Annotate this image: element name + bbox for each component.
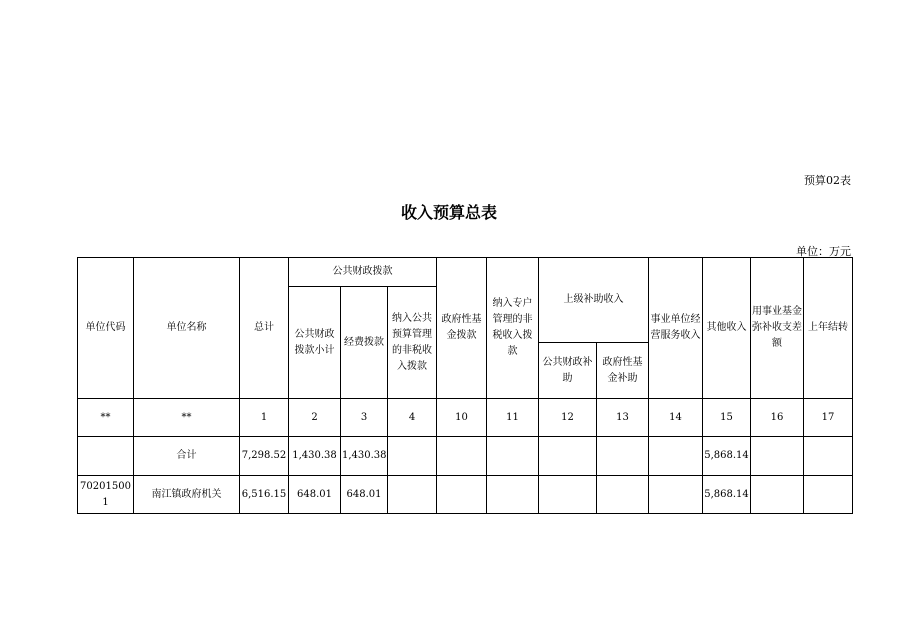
- table-row: [78, 437, 853, 476]
- header-pf-subtotal: 公共财政拨款小计: [289, 287, 341, 399]
- index-cell: 11: [487, 399, 539, 437]
- header-unit-code: 单位代码: [78, 258, 134, 399]
- row-special-nontax: [487, 476, 539, 514]
- header-business-income: 事业单位经营服务收入: [649, 258, 703, 399]
- page-code: 预算02表: [804, 174, 851, 187]
- header-gov-fund: 政府性基金拨款: [437, 258, 487, 399]
- row-code: 702015001: [78, 476, 134, 514]
- row-other-income: 5,868.14: [703, 437, 751, 476]
- index-cell: 15: [703, 399, 751, 437]
- row-business-income: [649, 476, 703, 514]
- index-cell: 12: [539, 399, 597, 437]
- index-cell: 1: [240, 399, 289, 437]
- row-name: 南江镇政府机关: [134, 476, 240, 514]
- row-pf-subtotal: 1,430.38: [289, 437, 341, 476]
- header-sup-public: 公共财政补助: [539, 343, 597, 399]
- header-sup-gov-fund: 政府性基金补助: [597, 343, 649, 399]
- header-total: 总计: [240, 258, 289, 399]
- row-pf-subtotal: 648.01: [289, 476, 341, 514]
- row-pf-operating: 1,430.38: [341, 437, 388, 476]
- row-special-nontax: [487, 437, 539, 476]
- row-pf-operating: 648.01: [341, 476, 388, 514]
- header-unit-name: 单位名称: [134, 258, 240, 399]
- header-carryover: 上年结转: [804, 258, 853, 399]
- index-cell: 4: [388, 399, 437, 437]
- page-title: 收入预算总表: [400, 203, 497, 222]
- row-sup-gov-fund: [597, 437, 649, 476]
- index-cell: 14: [649, 399, 703, 437]
- header-fund-cover: 用事业基金弥补收支差额: [751, 258, 804, 399]
- row-code: [78, 437, 134, 476]
- income-budget-table: [77, 257, 853, 514]
- row-pf-nontax: [388, 437, 437, 476]
- row-gov-fund: [437, 437, 487, 476]
- index-cell: 2: [289, 399, 341, 437]
- row-carryover: [804, 476, 853, 514]
- row-gov-fund: [437, 476, 487, 514]
- header-special-nontax: 纳入专户管理的非税收入拨款: [487, 258, 539, 399]
- row-pf-nontax: [388, 476, 437, 514]
- row-name: 合计: [134, 437, 240, 476]
- row-sup-gov-fund: [597, 476, 649, 514]
- index-cell: 10: [437, 399, 487, 437]
- row-business-income: [649, 437, 703, 476]
- index-row: [78, 399, 853, 437]
- index-cell: 16: [751, 399, 804, 437]
- index-cell: 17: [804, 399, 853, 437]
- header-other-income: 其他收入: [703, 258, 751, 399]
- header-superior-group: 上级补助收入: [539, 258, 649, 343]
- row-other-income: 5,868.14: [703, 476, 751, 514]
- index-cell: 3: [341, 399, 388, 437]
- unit-label: 单位：万元: [796, 245, 851, 258]
- row-total: 6,516.15: [240, 476, 289, 514]
- index-cell: **: [78, 399, 134, 437]
- row-carryover: [804, 437, 853, 476]
- table-row: [78, 476, 853, 514]
- row-total: 7,298.52: [240, 437, 289, 476]
- header-pf-nontax: 纳入公共预算管理的非税收入拨款: [388, 287, 437, 399]
- row-sup-public: [539, 437, 597, 476]
- index-cell: **: [134, 399, 240, 437]
- header-pf-operating: 经费拨款: [341, 287, 388, 399]
- row-sup-public: [539, 476, 597, 514]
- index-cell: 13: [597, 399, 649, 437]
- row-fund-cover: [751, 437, 804, 476]
- row-fund-cover: [751, 476, 804, 514]
- header-public-finance-group: 公共财政拨款: [289, 258, 437, 287]
